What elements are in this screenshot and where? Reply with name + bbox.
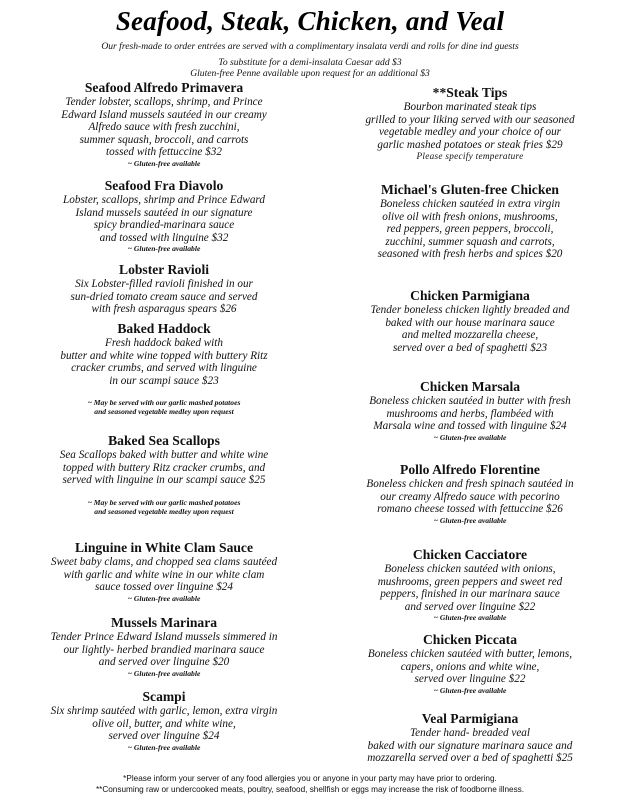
menu-item-description-line: zucchini, summer squash and carrots,: [385, 235, 555, 248]
menu-item: [14, 432, 314, 516]
menu-item: [334, 631, 606, 695]
menu-item-description-line: Edward Island mussels sautéed in our creamy: [61, 108, 267, 121]
menu-item-description-line: Boneless chicken and fresh spinach sautéed in: [366, 478, 574, 490]
menu-item-description-line: served over linguine $22: [414, 673, 526, 686]
menu-item-description-line: Boneless chicken sautéed with onions,: [384, 563, 556, 575]
menu-item: [334, 181, 606, 261]
temperature-note: Please specify temperature: [416, 151, 524, 162]
gluten-free-note: ~ Gluten-free available: [127, 668, 201, 678]
menu-item-description-line: mushrooms, green peppers and sweet red: [377, 575, 563, 588]
menu-item-name: Seafood Fra Diavolo: [104, 178, 224, 193]
menu-item: [14, 539, 314, 603]
menu-item-name: Pollo Alfredo Florentine: [400, 462, 540, 477]
gluten-free-penne-note: Gluten-free Penne available upon request for an additional $3: [190, 67, 430, 79]
menu-item-description-line: served with linguine in our scampi sauce $25: [62, 474, 266, 487]
menu-item: [14, 320, 314, 416]
menu-item-description-line: and tossed with linguine $32: [99, 231, 229, 244]
menu-item-name: Mussels Marinara: [110, 615, 218, 630]
menu-item-description-line: tossed with fettuccine $32: [106, 146, 222, 159]
intro-text: Our fresh-made to order entrées are served with a complimentary insalata verdi and rolls for dine ind guests: [101, 41, 519, 52]
menu-item-name: Michael's Gluten-free Chicken: [381, 182, 559, 197]
menu-item-description-line: and served over linguine $22: [404, 600, 536, 613]
side-substitution-note: ~ May be served with our garlic mashed potatoes: [87, 398, 241, 408]
menu-item-description-line: Marsala wine and tossed with linguine $24: [373, 420, 567, 433]
menu-footer: [0, 774, 620, 795]
menu-item-description-line: Sweet baby clams, and chopped sea clams sautéed: [50, 556, 278, 568]
menu-item: [14, 688, 314, 752]
menu-item-description-line: summer squash, broccoli, and carrots: [79, 133, 249, 146]
menu-item-name: Chicken Marsala: [419, 379, 521, 394]
menu-item-description-line: spicy brandied-marinara sauce: [93, 219, 235, 232]
gluten-free-note: ~ Gluten-free available: [433, 613, 507, 623]
menu-item-description-line: romano cheese tossed with fettuccine $26: [377, 503, 563, 516]
side-substitution-note: and seasoned vegetable medley upon request: [94, 506, 234, 516]
menu-item: [334, 287, 606, 354]
menu-item-name: Baked Haddock: [117, 321, 211, 336]
menu-item-description-line: Bourbon marinated steak tips: [403, 101, 537, 113]
menu-header: [0, 6, 620, 79]
raw-food-warning: **Consuming raw or undercooked meats, poultry, seafood, shellfish or eggs may increase the risk of foodborne illness.: [95, 784, 525, 794]
menu-item: [334, 378, 606, 442]
menu-item-description-line: with garlic and white wine in our white clam: [63, 568, 265, 581]
menu-item: [334, 546, 606, 622]
gluten-free-note: ~ Gluten-free available: [433, 515, 507, 525]
menu-item-name: Scampi: [142, 689, 186, 704]
menu-item-description-line: mushrooms and herbs, flambéed with: [386, 407, 554, 420]
menu-item-description-line: sauce tossed over linguine $24: [95, 581, 233, 594]
gluten-free-note: ~ Gluten-free available: [127, 593, 201, 603]
menu-item-name: Chicken Parmigiana: [410, 288, 530, 303]
menu-item-description-line: butter and white wine topped with buttery Ritz: [60, 349, 268, 362]
gluten-free-note: ~ Gluten-free available: [127, 158, 201, 168]
menu-item: [334, 84, 606, 162]
menu-item-description-line: seasoned with fresh herbs and spices $20: [377, 248, 563, 261]
caesar-substitution-note: To substitute for a demi-insalata Caesar add $3: [218, 57, 402, 68]
menu-item-description-line: Sea Scallops baked with butter and white wine: [59, 449, 269, 461]
menu-item-description-line: Tender boneless chicken lightly breaded and: [370, 304, 570, 316]
menu-item-name: Chicken Cacciatore: [412, 547, 528, 562]
menu-item-description-line: with fresh asparagus spears $26: [91, 303, 237, 316]
menu-item-description-line: Lobster, scallops, shrimp and Prince Edward: [63, 194, 265, 206]
menu-item-name: Linguine in White Clam Sauce: [74, 540, 253, 555]
menu-item-description-line: baked with our signature marinara sauce and: [367, 739, 573, 752]
menu-item-name: Baked Sea Scallops: [108, 433, 220, 448]
menu-item-name: Veal Parmigiana: [421, 711, 519, 726]
menu-item-description-line: baked with our house marinara sauce: [385, 316, 555, 329]
menu-item-description-line: Boneless chicken sautéed in extra virgin: [379, 198, 561, 210]
menu-item: [14, 614, 314, 678]
menu-item-description-line: Island mussels sautéed in our signature: [75, 206, 253, 219]
menu-item-description-line: our creamy Alfredo sauce with pecorino: [380, 490, 560, 503]
side-substitution-note: ~ May be served with our garlic mashed potatoes: [87, 497, 241, 507]
menu-item-description-line: olive oil, butter, and white wine,: [92, 717, 236, 730]
menu-item-description-line: Boneless chicken sautéed in butter with fresh: [369, 395, 571, 407]
gluten-free-note: ~ Gluten-free available: [433, 685, 507, 695]
menu-item-description-line: red peppers, green peppers, broccoli,: [386, 223, 554, 236]
menu-item-description-line: Fresh haddock baked with: [105, 337, 223, 349]
menu-item-description-line: mozzarella served over a bed of spaghetti $25: [367, 752, 573, 765]
menu-item-description-line: Boneless chicken sautéed with butter, lemons,: [367, 648, 573, 660]
allergy-notice: *Please inform your server of any food allergies you or anyone in your party may have prior to ordering.: [123, 774, 497, 783]
gluten-free-note: ~ Gluten-free available: [433, 432, 507, 442]
menu-item-description-line: and melted mozzarella cheese,: [401, 329, 539, 342]
menu-item: [14, 79, 314, 168]
menu-item-description-line: our lightly- herbed brandied marinara sauce: [63, 643, 265, 656]
menu-item-name: Lobster Ravioli: [119, 262, 209, 277]
menu-item-description-line: topped with buttery Ritz cracker crumbs, and: [62, 461, 266, 474]
menu-item-description-line: and served over linguine $20: [98, 656, 230, 669]
gluten-free-note: ~ Gluten-free available: [127, 742, 201, 752]
menu-item-description-line: in our scampi sauce $23: [109, 374, 219, 387]
menu-item: [14, 261, 314, 316]
gluten-free-note: ~ Gluten-free available: [127, 244, 201, 254]
menu-item-description-line: garlic mashed potatoes or steak fries $29: [377, 138, 563, 151]
menu-item-description-line: capers, onions and white wine,: [400, 660, 540, 673]
menu-item-description-line: Tender Prince Edward Island mussels simmered in: [50, 631, 278, 643]
menu-item-description-line: Alfredo sauce with fresh zucchini,: [88, 121, 240, 134]
menu-item-description-line: Tender hand- breaded veal: [409, 727, 531, 739]
menu-item-description-line: peppers, finished in our marinara sauce: [380, 588, 560, 601]
menu-item-description-line: Six shrimp sautéed with garlic, lemon, extra virgin: [50, 705, 278, 717]
side-substitution-note: and seasoned vegetable medley upon request: [94, 407, 234, 417]
menu-item: [14, 177, 314, 253]
menu-item-description-line: olive oil with fresh onions, mushrooms,: [382, 210, 558, 223]
menu-item-name: Chicken Piccata: [422, 632, 517, 647]
menu-item-name: Seafood Alfredo Primavera: [84, 80, 244, 95]
menu-item-description-line: grilled to your liking served with our seasoned: [365, 113, 575, 126]
menu-item-description-line: served over a bed of spaghetti $23: [392, 341, 548, 354]
menu-item-description-line: served over linguine $24: [108, 730, 220, 743]
menu-item: [334, 461, 606, 525]
menu-item-description-line: cracker crumbs, and served with linguine: [71, 362, 257, 375]
menu-title: Seafood, Steak, Chicken, and Veal: [115, 6, 505, 36]
menu-item: [334, 710, 606, 765]
menu-item-name: **Steak Tips: [432, 85, 508, 100]
menu-item-description-line: Tender lobster, scallops, shrimp, and Prince: [65, 96, 263, 108]
menu-item-description-line: vegetable medley and your choice of our: [378, 126, 562, 139]
menu-item-description-line: Six Lobster-filled ravioli finished in our: [75, 278, 253, 290]
menu-item-description-line: sun-dried tomato cream sauce and served: [70, 290, 258, 303]
